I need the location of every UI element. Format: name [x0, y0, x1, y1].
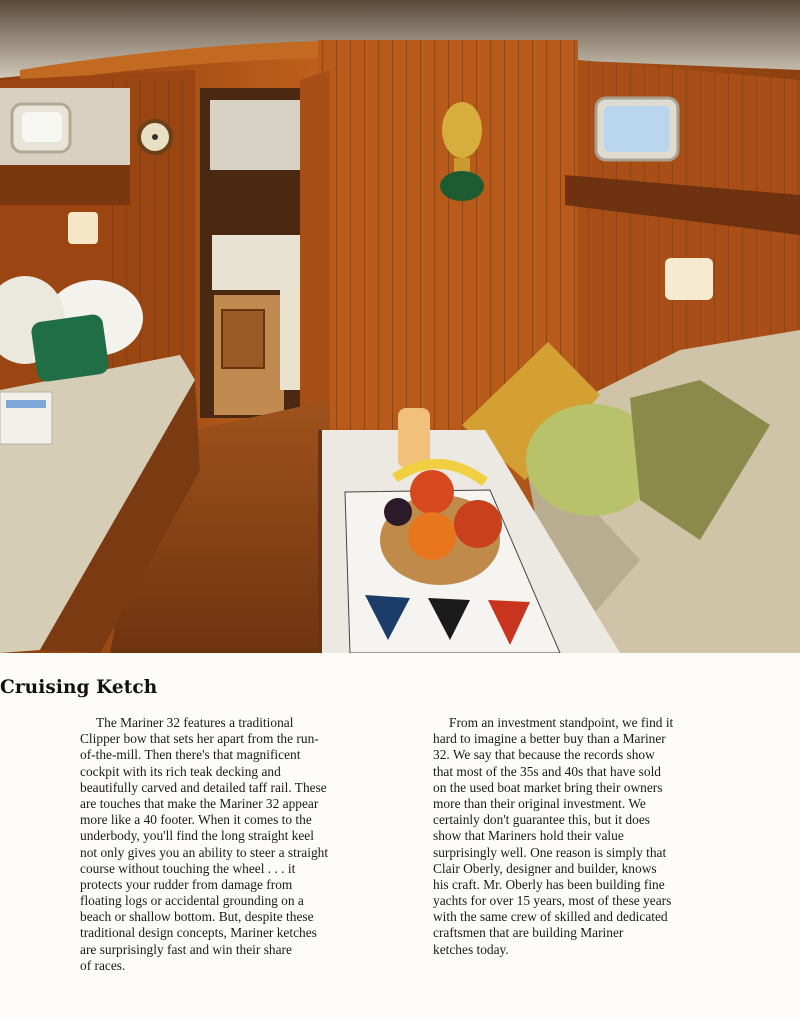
- text-line: on the used boat market bring their owners: [433, 779, 663, 795]
- text-line: surprisingly well. One reason is simply that: [433, 844, 667, 860]
- body-text-left-column: [80, 715, 380, 974]
- text-line: Clipper bow that sets her apart from the run-: [80, 731, 319, 747]
- text-line: certainly don't guarantee this, but it does: [433, 812, 650, 828]
- text-line: 32. We say that because the records show: [433, 747, 655, 763]
- text-line: not only gives you an ability to steer a straight: [80, 844, 329, 860]
- text-line: are touches that make the Mariner 32 appear: [80, 795, 319, 811]
- text-line: with the same crew of skilled and dedicated: [433, 909, 668, 925]
- text-line: more than their original investment. We: [433, 795, 646, 811]
- text-line: floating logs or accidental grounding on a: [80, 893, 304, 909]
- text-line: underbody, you'll find the long straight keel: [80, 828, 314, 844]
- text-line: protects your rudder from damage from: [80, 876, 293, 892]
- text-line: course without touching the wheel . . . it: [80, 860, 296, 876]
- body-text-right-column: [433, 715, 733, 958]
- text-line: hard to imagine a better buy than a Mariner: [433, 731, 666, 747]
- text-line: Clair Oberly, designer and builder, knows: [433, 860, 657, 876]
- text-line: cockpit with its rich teak decking and: [80, 763, 281, 779]
- text-line: of-the-mill. Then there's that magnificent: [80, 747, 301, 763]
- text-line: From an investment standpoint, we find it: [449, 715, 674, 730]
- text-line: The Mariner 32 features a traditional: [96, 715, 294, 730]
- text-line: ketches today.: [433, 941, 509, 957]
- text-line: that most of the 35s and 40s that have sold: [433, 763, 661, 779]
- text-line: traditional design concepts, Mariner ketches: [80, 925, 317, 941]
- text-line: beautifully carved and detailed taff rail. These: [80, 779, 327, 795]
- text-line: more like a 40 footer. When it comes to the: [80, 812, 312, 828]
- text-line: his craft. Mr. Oberly has been building fine: [433, 876, 665, 892]
- page-headline: Cruising Ketch: [0, 677, 158, 698]
- text-line: of races.: [80, 957, 126, 973]
- text-line: craftsmen that are building Mariner: [433, 925, 624, 941]
- text-line: are surprisingly fast and win their share: [80, 941, 292, 957]
- text-line: show that Mariners hold their value: [433, 828, 624, 844]
- text-line: yachts for over 15 years, most of these years: [433, 893, 672, 909]
- text-line: beach or shallow bottom. But, despite these: [80, 909, 314, 925]
